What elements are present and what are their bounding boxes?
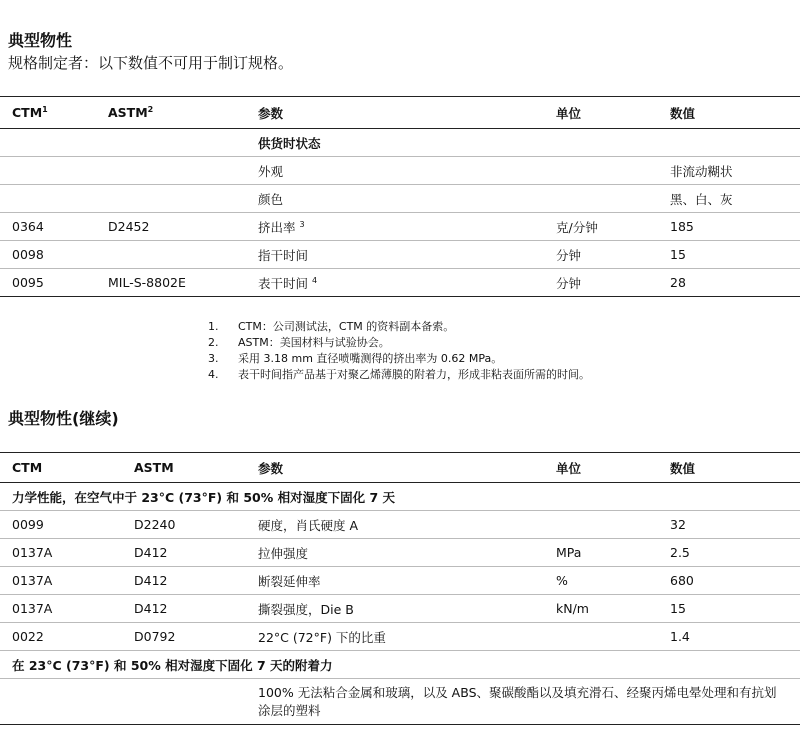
col-header-param: 参数 <box>246 97 544 129</box>
cell-param: 颜色 <box>258 191 284 207</box>
cell-unit: 克/分钟 <box>556 219 598 235</box>
section-title: 典型物性 <box>8 31 73 50</box>
cell-astm <box>96 157 246 185</box>
table-header-row <box>0 453 800 483</box>
col-header-ctm: CTM$^1$ <box>0 97 96 129</box>
cell-param: 撕裂强度，Die B <box>258 601 354 617</box>
cell-value <box>658 129 800 157</box>
col-header-value: 数值 <box>658 453 800 483</box>
cell-astm: D412 <box>134 601 168 616</box>
col-header-astm: ASTM$^2$ <box>96 97 246 129</box>
cell-param: 断裂延伸率 <box>258 573 321 589</box>
cell-unit: % <box>556 573 568 588</box>
cell-ctm: 0137A <box>12 601 53 616</box>
cell-astm: D2240 <box>134 517 176 532</box>
cell-ctm: 0098 <box>12 247 44 262</box>
group-label: 力学性能，在空气中于 23°C (73°F) 和 50% 相对湿度下固化 7 天 <box>12 489 396 505</box>
table-row <box>0 129 800 157</box>
table-header-row <box>0 97 800 129</box>
cell-astm: D0792 <box>134 629 176 644</box>
cell-ctm <box>0 185 96 213</box>
cell-unit: kN/m <box>556 601 589 616</box>
table-row <box>0 511 800 539</box>
properties-table-continued <box>0 452 800 725</box>
table-row <box>0 567 800 595</box>
cell-value: 15 <box>670 247 686 262</box>
cell-astm: MIL-S-8802E <box>108 275 186 290</box>
cell-astm <box>96 185 246 213</box>
cell-value: 32 <box>670 517 686 532</box>
cell-value: 185 <box>670 219 694 234</box>
cell-param: 22°C (72°F) 下的比重 <box>258 629 386 645</box>
cell-ctm <box>0 129 96 157</box>
table-row <box>0 241 800 269</box>
table-row <box>0 595 800 623</box>
footnotes <box>208 319 590 383</box>
cell-param: 拉伸强度 <box>258 545 309 561</box>
cell-ctm: 0022 <box>12 629 44 644</box>
cell-unit: MPa <box>556 545 582 560</box>
col-header-astm: ASTM <box>122 453 246 483</box>
cell-astm: D412 <box>134 573 168 588</box>
table-row <box>0 185 800 213</box>
table-row <box>0 157 800 185</box>
cell-ctm <box>0 157 96 185</box>
cell-unit: 分钟 <box>556 247 582 263</box>
footnote: 4. 表干时间指产品基于对聚乙烯薄膜的附着力，形成非粘表面所需的时间。 <box>208 368 590 381</box>
cell-value: 1.4 <box>670 629 690 644</box>
cell-unit <box>544 623 658 651</box>
cell-astm <box>122 679 246 725</box>
cell-value: 非流动糊状 <box>670 163 733 179</box>
cell-param: 外观 <box>258 163 284 179</box>
cell-adhesion: 100% 无法粘合金属和玻璃，以及 ABS、聚碳酸酯以及填充滑石、经聚丙烯电晕处理和有抗划涂层的塑料 <box>258 684 777 718</box>
col-header-unit: 单位 <box>544 97 658 129</box>
group-label: 在 23°C (73°F) 和 50% 相对湿度下固化 7 天的附着力 <box>12 657 333 673</box>
table-row <box>0 213 800 241</box>
table-row <box>0 269 800 297</box>
group-row <box>0 483 800 511</box>
cell-value: 黑、白、灰 <box>670 191 733 207</box>
properties-table <box>0 96 800 297</box>
cell-ctm: 0137A <box>12 545 53 560</box>
col-header-unit: 单位 <box>544 453 658 483</box>
cell-param: 挤出率 $^3$ <box>258 219 305 235</box>
table-row <box>0 679 800 725</box>
section-title-continued: 典型物性(继续) <box>8 409 119 428</box>
cell-value: 28 <box>670 275 686 290</box>
cell-unit <box>544 511 658 539</box>
col-header-param: 参数 <box>246 453 544 483</box>
cell-astm <box>96 129 246 157</box>
cell-param: 指干时间 <box>258 247 309 263</box>
footnote: 3. 采用 3.18 mm 直径喷嘴测得的挤出率为 0.62 MPa。 <box>208 352 503 365</box>
cell-ctm: 0095 <box>12 275 44 290</box>
footnote: 1. CTM：公司测试法，CTM 的资料副本备索。 <box>208 320 455 333</box>
cell-astm: D2452 <box>108 219 150 234</box>
table-row <box>0 623 800 651</box>
table-row <box>0 539 800 567</box>
cell-ctm: 0099 <box>12 517 44 532</box>
cell-param: 表干时间 $^4$ <box>258 275 318 291</box>
cell-value: 15 <box>670 601 686 616</box>
footnote: 2. ASTM：美国材料与试验协会。 <box>208 336 390 349</box>
col-header-ctm: CTM <box>0 453 122 483</box>
col-header-value: 数值 <box>658 97 800 129</box>
cell-unit <box>544 185 658 213</box>
cell-ctm <box>0 679 122 725</box>
cell-value: 2.5 <box>670 545 690 560</box>
cell-param: 硬度，肖氏硬度 A <box>258 517 359 533</box>
cell-astm <box>96 241 246 269</box>
cell-param: 供货时状态 <box>258 135 321 151</box>
cell-unit <box>544 157 658 185</box>
group-row <box>0 651 800 679</box>
cell-ctm: 0137A <box>12 573 53 588</box>
cell-unit: 分钟 <box>556 275 582 291</box>
cell-unit <box>544 129 658 157</box>
section-subtitle: 规格制定者：以下数值不可用于制订规格。 <box>8 54 294 72</box>
cell-astm: D412 <box>134 545 168 560</box>
cell-value: 680 <box>670 573 694 588</box>
cell-ctm: 0364 <box>12 219 44 234</box>
